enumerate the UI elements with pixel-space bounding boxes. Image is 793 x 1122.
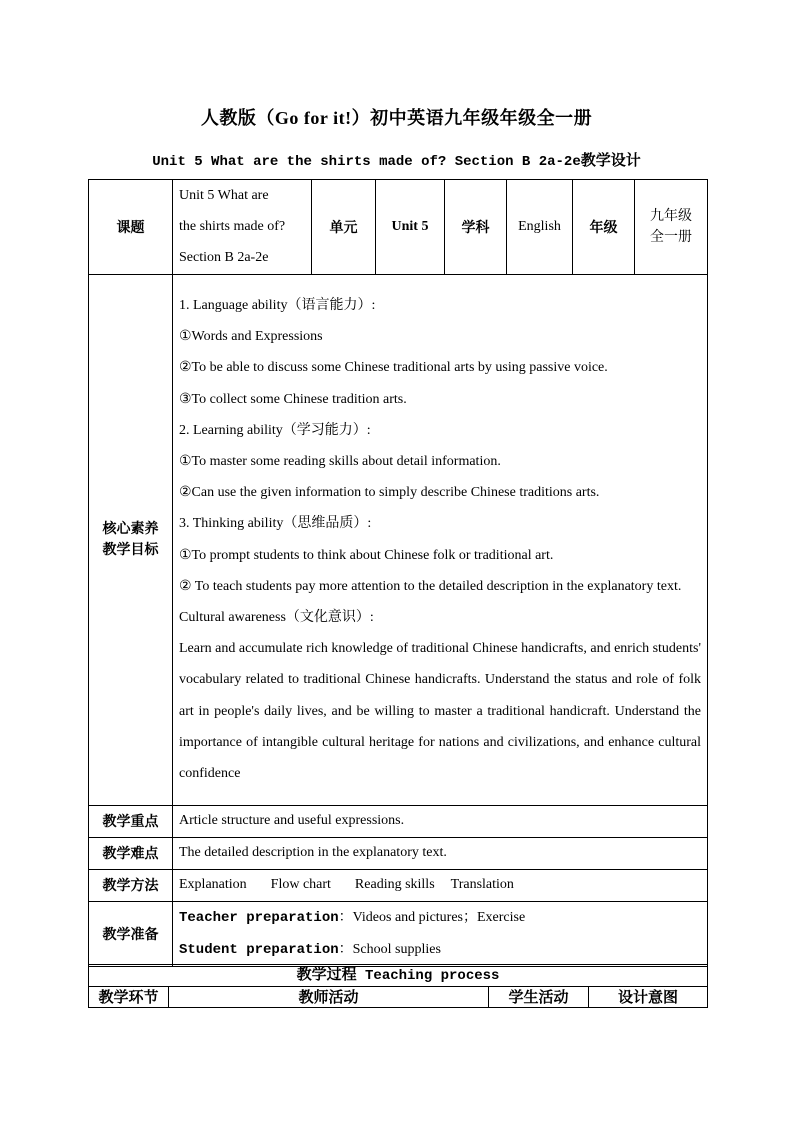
key-points-value: Article structure and useful expressions. <box>173 805 708 837</box>
methods-row <box>89 869 708 901</box>
preparation-label: 教学准备 <box>89 901 173 966</box>
method-item: Reading skills <box>354 877 435 893</box>
process-header-student: 学生活动 <box>489 987 589 1008</box>
objective-line: Cultural awareness（文化意识）: <box>179 610 374 626</box>
objective-line: ①To master some reading skills about detail information. <box>179 454 501 469</box>
process-header-teacher: 教师活动 <box>169 987 489 1008</box>
preparation-value <box>173 901 708 966</box>
process-header-stage: 教学环节 <box>89 987 169 1008</box>
subject-value: English <box>507 180 573 275</box>
objective-line: ①To prompt students to think about Chinese folk or traditional art. <box>179 547 554 563</box>
objectives-row <box>89 274 708 805</box>
preparation-row <box>89 901 708 966</box>
topic-label: 课题 <box>89 180 173 275</box>
objective-line: 2. Learning ability（学习能力）: <box>179 422 371 438</box>
difficulties-label: 教学难点 <box>89 837 173 869</box>
objective-line: ③To collect some Chinese tradition arts. <box>179 391 407 407</box>
objective-line: 1. Language ability（语言能力）: <box>179 297 376 313</box>
process-header-row <box>89 987 708 1008</box>
method-item: Translation <box>450 877 514 893</box>
methods-label: 教学方法 <box>89 869 173 901</box>
student-preparation: Student preparation：School supplies <box>179 941 441 958</box>
teacher-preparation: Teacher preparation：Videos and pictures；Exercise <box>179 909 526 926</box>
process-title-row <box>89 965 708 987</box>
document-subtitle <box>0 149 793 170</box>
objective-line: ② To teach students pay more attention to the detailed description in the explanatory text. <box>179 578 682 594</box>
subtitle-chinese: 教学设计 <box>580 153 641 169</box>
process-title: 教学过程 Teaching process <box>89 965 708 987</box>
method-item: Explanation <box>179 877 247 893</box>
teaching-process-table <box>88 964 708 1008</box>
objective-line: Learn and accumulate rich knowledge of traditional Chinese handicrafts, and enrich students' vocabulary related to traditional Chinese handicrafts. Understand the status and role of folk art in people's daily lives, and be willing to master a traditional handicraft. Understand the importance of intangible cultural heritage for nations and civilizations, and enhance cultural confidence <box>179 641 701 782</box>
method-item: Flow chart <box>270 877 331 893</box>
objective-line: ②To be able to discuss some Chinese traditional arts by using passive voice. <box>179 360 608 376</box>
key-points-row <box>89 805 708 837</box>
grade-label: 年级 <box>573 180 635 275</box>
difficulties-row <box>89 837 708 869</box>
lesson-plan-table <box>88 179 708 967</box>
key-points-label: 教学重点 <box>89 805 173 837</box>
grade-value: 九年级 全一册 <box>635 180 708 275</box>
objective-line: 3. Thinking ability（思维品质）: <box>179 516 372 532</box>
subtitle-english: Unit 5 What are the shirts made of? Section B 2a-2e <box>152 154 581 170</box>
objectives-content <box>173 274 708 805</box>
unit-value: Unit 5 <box>376 180 445 275</box>
objective-line: ①Words and Expressions <box>179 329 323 345</box>
document-title: 人教版（Go for it!）初中英语九年级年级全一册 <box>200 108 593 128</box>
process-header-purpose: 设计意图 <box>589 987 708 1008</box>
objective-line: ②Can use the given information to simply describe Chinese traditions arts. <box>179 485 600 501</box>
subject-label: 学科 <box>445 180 507 275</box>
objectives-label: 核心素养 教学目标 <box>89 274 173 805</box>
info-row <box>89 180 708 275</box>
methods-value <box>173 869 708 901</box>
unit-label: 单元 <box>312 180 376 275</box>
topic-value: Unit 5 What are the shirts made of? Section B 2a-2e <box>173 180 312 275</box>
difficulties-value: The detailed description in the explanatory text. <box>173 837 708 869</box>
